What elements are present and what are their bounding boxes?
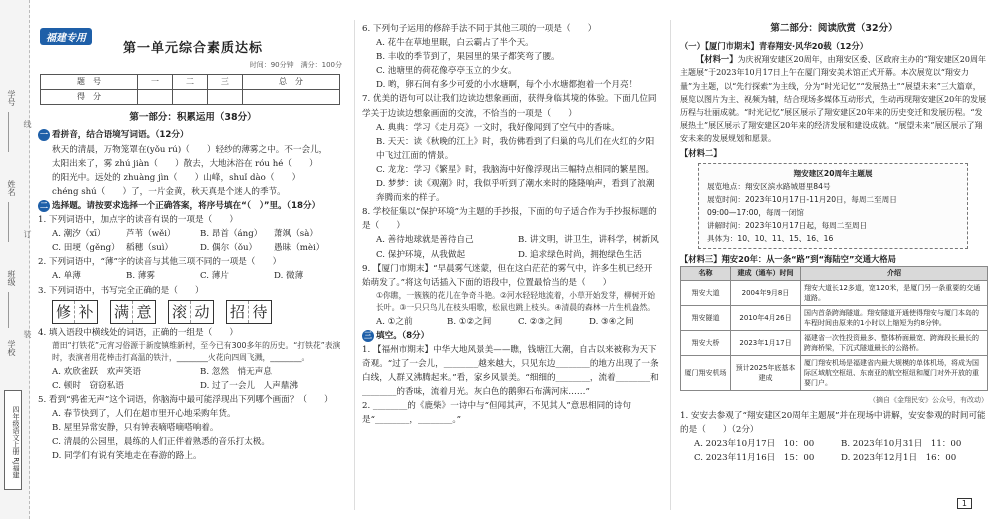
table-header: 介绍 [801,266,988,280]
option: A. 欢欣雀跃 欢声笑语 [52,366,142,377]
option: B. 丰收的季节到了，果园里的果子都笑弯了腰。 [376,52,560,63]
score-cell: 总 分 [242,75,339,90]
score-cell: 一 [138,75,173,90]
option: C. 保护环境，从我做起 [376,249,466,260]
option: C. 龙龙：学习《繁星》时，我脑海中好像浮现出三幅特点相同的繁星图。 [376,164,655,175]
column-divider [354,20,355,510]
material-label: 【材料一】 [696,54,738,65]
option: D. 梦梦：读《观潮》时，我似乎听到了潮水来时的隆隆响声，看到了浪潮奔腾而来的样子。 [376,179,655,204]
option: D. 微薄 [274,271,304,282]
score-cell: 二 [173,75,208,90]
question-5: 5. 看到“鸦雀无声”这个词语，你脑海中最可能浮现出下列哪个画面？（ ） [38,394,333,405]
info-box-title: 翔安建区20周年主题展 [793,168,873,178]
q1-options-row [38,227,348,241]
option: B. 2023年10月31日 11：00 [841,439,962,450]
passage-line: chéng shú（ ）了，一片金黄，秋天真是个迷人的季节。 [52,186,286,197]
option: 稻穗（suì） [126,243,174,254]
binding-line [8,292,9,328]
binding-dot: 装 [23,330,32,338]
option: B. ①②之间 [447,316,492,327]
page-title: 第一单元综合素质达标 [122,41,263,56]
column-divider [670,20,671,510]
option: D. 追求绿色时尚，拥抱绿色生活 [518,249,642,260]
column-left [38,26,348,463]
option: B. 天天：读《秋晚的江上》时，我仿佛看到了归巢的鸟儿们在火红的夕阳中飞过江面的情景。 [376,136,655,161]
reading-section-label: （一）【厦门市期末】青春翔安·风华20载（12分） [680,41,869,52]
char-cell: 修 [53,301,75,323]
char-cell: 动 [194,302,210,321]
word-box [52,300,98,324]
option: 愚昧（mèi） [274,243,325,254]
q6-options [362,36,660,92]
option: A. 春节快到了，人们在超市里开心地采购年货。 [52,408,236,419]
option: C. 顿时 窃窃私语 [52,380,124,391]
table-cell: 厦门翔安机场是福建省内最大规模的单体机场，将成为国际区域航空枢纽、东南亚的航空枢纽和厦门对外开放的重要门户。 [801,355,988,390]
section-2-heading [38,199,348,213]
pinyin-passage [38,143,348,199]
binding-field-name: 姓名 [7,180,16,196]
info-line: 展览时间：2023年10月17日-11月20日，每周二至周日 [707,194,897,204]
fill-question-1: 1. 【福州市期末】中华大地风景美——瞧，钱塘江大潮，自古以来被称为天下奇观。“过了一会儿，________越来越大，只见东边________的地方出现了一条白线，人群又沸腾起来。”看，家乡风景美。“细细的________，流着________和________的香味，流着月光。灰白色的鹅卵石布满河床……” [362,344,659,398]
option: D. 哟，卵石间有多少可爱的小水塘啊，每个小水塘都抱着一个月亮！ [376,80,638,91]
option: C. 薄片 [200,271,229,282]
reading-q1-options [680,451,988,465]
question-1: 1. 下列词语中，加点字的读音有误的一项是（ ） [38,215,238,226]
info-line: 09:00—17:00，每周一闭馆 [707,207,804,217]
table-cell: 厦门翔安机场 [681,355,731,390]
binding-dot: 线 [23,120,32,128]
option: A. 花牛在草地里眠，白云霸占了半个天。 [376,38,534,49]
info-line: 具体为：10、10、11、15、16、16 [707,233,834,243]
q4-options-row [38,365,348,379]
table-row [681,305,988,330]
score-input[interactable] [207,90,242,105]
char-cell: 意 [136,302,152,321]
reading-question-1: 1. 安安去参观了“翔安建区20周年主题展”并在现场中讲解，安安参观的时间可能的是（ ）（2分） [680,410,986,435]
table-header: 名称 [681,266,731,280]
traffic-table [680,266,988,391]
option: C. 2023年11月16日 15：00 [694,453,815,464]
table-cell: 2004年9月8日 [731,280,801,305]
source-note: （摘自《金翔民安》公众号，有改动） [869,395,988,404]
exam-time: 时间：90分钟 满分：100分 [249,61,342,70]
passage-line: 秋天的清晨，万物笼罩在(yǒu rú)（ ）轻纱的薄雾之中。不一会儿， [52,144,328,155]
material-2-label: 【材料二】 [680,147,722,158]
section-number: 二 [40,200,48,210]
question-9: 9. 【厦门市期末】“早晨雾气迷蒙，但在这白茫茫的雾气中，许多生机已经开始萌发了。”将这句话插入下面的语段中，位置最恰当的是（ ） [362,263,653,288]
option: A. ①之前 [376,316,413,327]
exhibition-info-box [698,163,968,249]
reading-q1-options [680,437,988,451]
char-cell: 待 [252,302,268,321]
option: C. 池塘里的荷花像亭亭玉立的少女。 [376,66,517,77]
option: A. 善待地球就是善待自己 [376,235,474,246]
section-1-heading [38,128,348,142]
option: D. 同学们有说有笑地走在春游的路上。 [52,451,202,462]
q4-options-row [38,379,348,393]
option: 萧飒（sà） [274,229,318,240]
binding-field-student-id: 学号 [7,90,16,106]
q2-options [38,269,348,283]
option: B. 昂首（áng） [200,229,263,240]
char-cell: 招 [227,301,249,323]
section-title: 看拼音，结合语境写词语。（12分） [52,130,189,141]
char-cell: 补 [78,302,94,321]
section-title: 选择题。请按要求选择一个正确答案，将序号填在“（ ）”里。（18分） [52,200,321,211]
info-line: 展览地点：翔安区滨水路城厝里84号 [707,181,831,191]
char-cell: 滚 [169,301,191,323]
score-input[interactable] [242,90,339,105]
region-badge: 福建专用 [40,28,92,45]
option: D. 2023年12月1日 16：00 [841,453,957,464]
option: B. 讲文明，讲卫生，讲科学，树新风 [518,235,659,246]
q9-passage: ①你瞧，一簇簇的花儿在争奇斗艳。②河水轻轻地流着，小草开始发芽，柳树开始长叶。③一只只鸟儿在枝头唱歌，松鼠也跳上枝头。④清晨的森林一片生机盎然。 [376,290,656,313]
score-cell: 题 号 [41,75,138,90]
table-header: 建成（通车）时间 [731,266,801,280]
score-cell: 得 分 [41,90,138,105]
table-cell: 国内首条跨海隧道。翔安隧道开通使得翔安与厦门本岛的车程时间由原来的1小时以上缩短为约8分钟。 [801,305,988,330]
option: D. 偶尔（ǒu） [200,243,258,254]
option: C. ②③之间 [518,316,563,327]
table-cell: 翔安大道 [681,280,731,305]
binding-strip [0,0,30,519]
option: A. 2023年10月17日 10：00 [694,439,815,450]
option: 芦苇（wěi） [126,229,176,240]
section-number: 三 [364,330,372,340]
option: A. 单薄 [52,271,81,282]
table-row [681,355,988,390]
section-number: 一 [40,130,48,140]
part2-title: 第二部分：阅读欣赏（32分） [770,23,898,34]
table-row [681,280,988,305]
question-3: 3. 下列词语中，书写完全正确的是（ ） [38,285,204,296]
question-4: 4. 填入语段中横线处的词语，正确的一组是（ ） [38,327,238,338]
grade-tag: 四年级语文上册 RJ福建 [4,390,22,490]
section-3-heading [362,329,660,343]
binding-dot: 订 [23,230,32,238]
option: C. 田埂（gěng） [52,243,120,254]
material-1 [680,53,988,145]
info-line: 讲解时间：2023年10月17日起，每周二至周日 [707,220,868,230]
question-8: 8. 学校征集以“保护环境”为主题的手抄报，下面的句子适合作为手抄报标题的是（ ） [362,207,657,232]
option: A. 典典：学习《走月亮》一文时，我好像闻到了空气中的香味。 [376,122,620,133]
table-cell: 翔安大道长12多道，宽120米，是厦门另一条重要的交通道路。 [801,280,988,305]
score-cell: 三 [207,75,242,90]
binding-line [8,202,9,242]
score-table [40,74,340,105]
binding-line [8,112,9,152]
q7-options [362,121,660,206]
q8-options-row [362,233,660,247]
q4-passage: 莆田“打铁花”元宵习俗源于新度镇维新村，至今已有300多年的历史。“打铁花”表演时，表演者用花棒击打高温的铁汁，________火花向四周飞溅，________。 [52,340,341,363]
question-7: 7. 优美的语句可以让我们边读边想象画面，获得身临其境的体验。下面几位同学关于边读边想象画面的交流，不恰当的一项是（ ） [362,94,657,119]
option: A. 潮汐（xī） [52,229,106,240]
q1-options-row [38,241,348,255]
q9-options [362,315,660,329]
passage-line: 的阳光中。远处的 zhuàng jìn（ ）山峰，shuǐ dào（ ） [52,172,301,183]
score-input[interactable] [138,90,173,105]
material-3-label: 【材料三】翔安20年：从一条“路”到“海陆空”交通大格局 [680,253,896,264]
option: D. ③④之间 [589,316,634,327]
word-box [226,300,272,324]
char-cell: 满 [111,301,133,323]
table-cell: 2010年4月26日 [731,305,801,330]
word-box [168,300,214,324]
column-right [680,22,988,465]
option: B. 屋里异常安静，只有钟表嘀嗒嘀嗒响着。 [52,423,219,434]
column-middle [362,22,660,428]
q3-word-boxes [52,300,348,324]
binding-field-school: 学校 [7,340,16,356]
q5-options [38,407,348,463]
option: B. 薄雾 [126,271,155,282]
question-6: 6. 下列句子运用的修辞手法不同于其他三项的一项是（ ） [362,24,597,34]
option: B. 忽然 悄无声息 [200,366,272,377]
table-cell: 预计2025年底基本建成 [731,355,801,390]
table-cell: 福建省一次性投资最多、整体桥面最宽、跨海段长最长的跨海桥梁，下沉式隧道最长的公路桥。 [801,330,988,355]
binding-field-class: 班级 [7,270,16,286]
material-1-text: 为庆祝翔安建区20周年，由翔安区委、区政府主办的“翔安建区20周年主题展”于2023年10月17日上午在厦门翔安美术馆正式开幕。本次展览以“翔安力量”为主题，以“先行探索”为主线，分为“时光记忆”“发展热土”“展望未来”三大篇章，展览以图片为主、视频为辅，结合现场多媒体互动形式，生动再现翔安建区20年的发展历程与壮丽成就。“时光记忆”展区展示了翔安建区20年来的历史变迁和发展历程。“发展热土”展区展示了翔安建区20年来的经济发展和建设成就。“展望未来”展区展示了翔安未来的发展规划和愿景。 [680,55,987,144]
table-cell: 2023年1月17日 [731,330,801,355]
page-number: 1 [957,498,972,509]
option: C. 清晨的公园里，晨练的人们正伴着熟悉的音乐打太极。 [52,437,270,448]
fill-question-2: 2. ________的《鹿柴》一诗中与“但闻其声，不见其人”意思相同的诗句是“________，________。” [362,401,631,426]
question-2: 2. 下列词语中，“薄”字的读音与其他三项不同的一项是（ ） [38,257,282,268]
table-row [681,330,988,355]
option: D. 过了一会儿 人声鼎沸 [200,380,298,391]
part1-title: 第一部分：积累运用（38分） [129,112,257,124]
table-cell: 翔安大桥 [681,330,731,355]
score-input[interactable] [173,90,208,105]
section-title: 填空。（8分） [376,330,430,341]
table-cell: 翔安隧道 [681,305,731,330]
passage-line: 太阳出来了，雾 zhú jiàn（ ）散去，大地沐浴在 róu hé（ ） [52,158,318,169]
word-box [110,300,156,324]
q8-options-row [362,248,660,262]
